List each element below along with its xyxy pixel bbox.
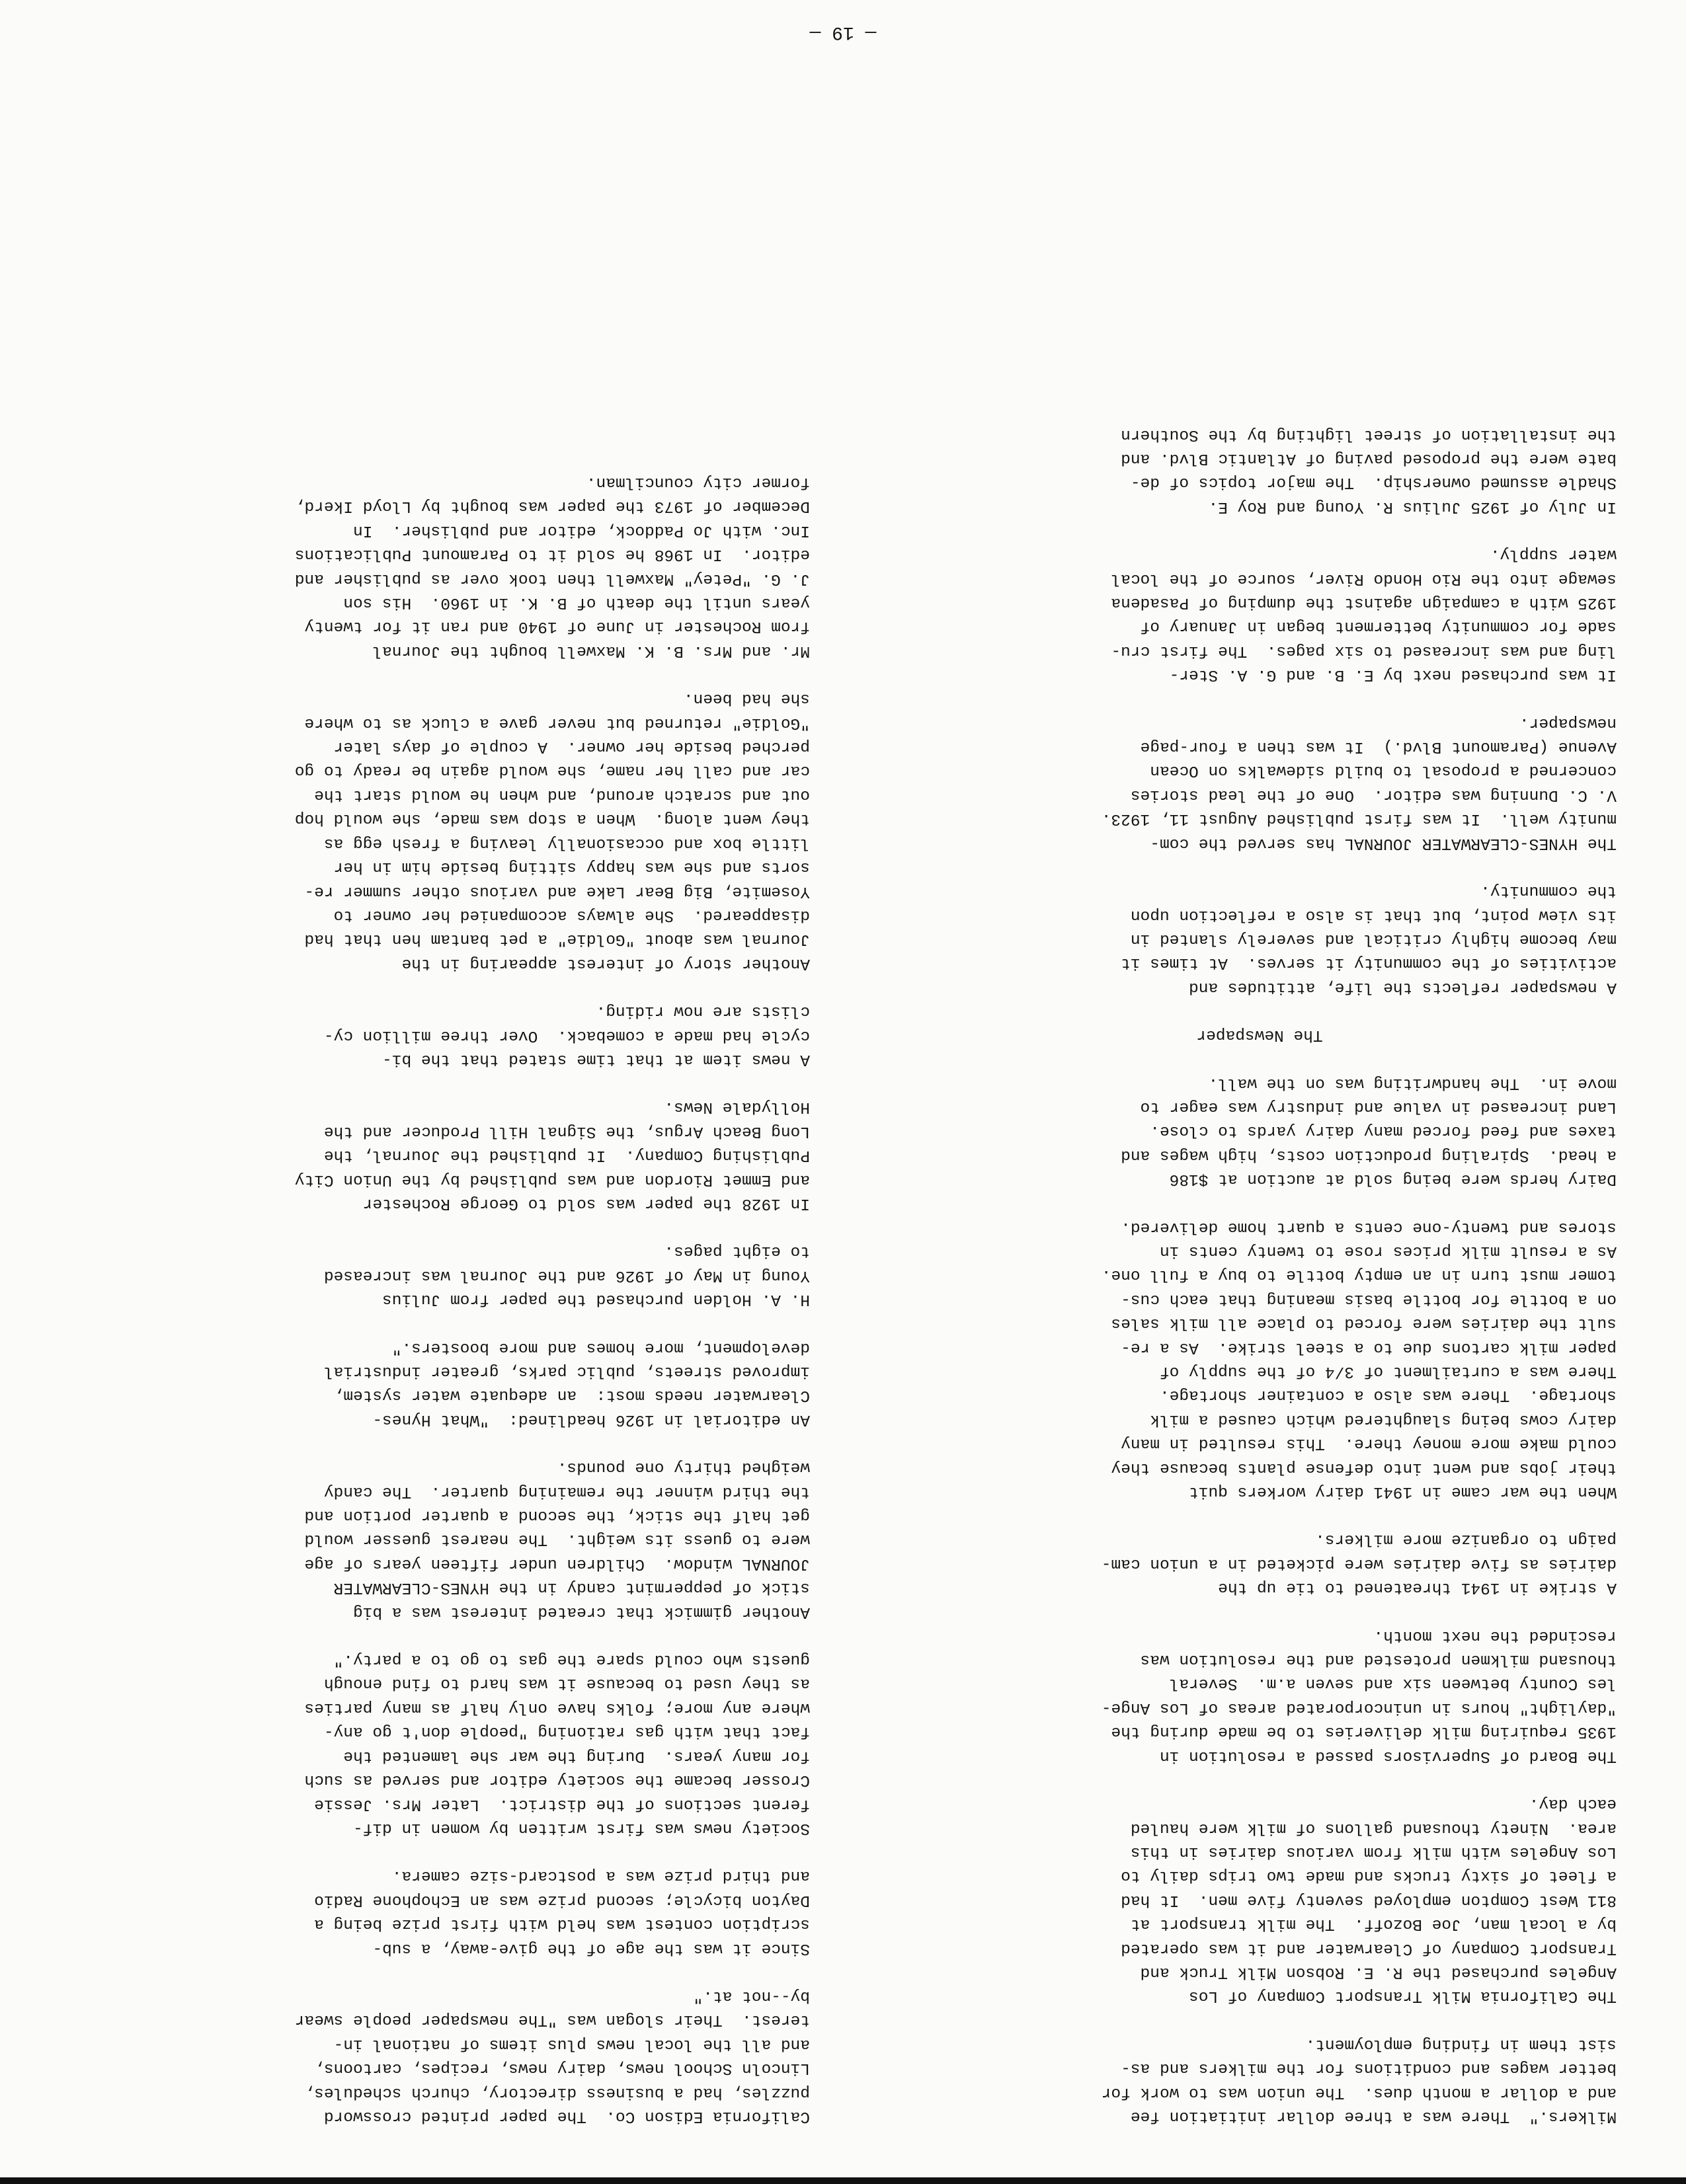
paragraph-milkers-union: Milkers." There was a three dollar initiation fee and a dollar a month dues. The union was to work for better wages and conditions for the milkers and as- sist them in finding employment. [1101,2035,1617,2125]
paragraph-candy-gimmick: Another gimmick that created interest was a big stick of peppermint candy in the HYNES-CLEARWATER JOURNAL window. Children under fifteen years of age were to guess its weight. The nearest guesser would get half the stick, the second a quarter portion and the third winner the remaining quarter. The candy weighed thirty one pounds. [304,1458,810,1621]
paragraph-war-shortage: When the war came in 1941 dairy workers quit their jobs and went into defense plants because they could make more money there. This resulted in many dairy cows being slaughtered which caused a milk shortage. There was also a container shortage. There was a curtailment of 3/4 of the supply of paper milk cartons due to a steel strike. As a re- sult the dairies were forced to place all milk sales on a bottle for bottle basis meaning that each cus- tomer must turn in an empty bottle to buy a full one. As a result milk prices rose to twenty cents in stores and twenty-one cents a quart home delivered. [1101,1218,1617,1501]
section-heading-newspaper: The Newspaper [1196,1026,1323,1044]
right-column [96,446,810,2128]
paragraph-society-news: Society news was first written by women in dif- ferent sections of the district. Later Mrs. Jessie Crosser became the society editor and served as such for many years. During the war she lamented the fact that with gas rationing "people don't go any- where any more; folks have only half as many parties as they used to because it was hard to find enough guests who could spare the gas to go to a party." [304,1651,810,1837]
page-number: — 19 — [809,22,877,42]
paragraph-editorial-1926: An editorial in 1926 headlined: "What Hynes- Clearwater needs most: an adequate water system, improved streets, public parks, greater industrial development, more homes and more boosters." [323,1338,810,1428]
paragraph-young-shadle: In July of 1925 Julius R. Young and Roy E. Shadle assumed ownership. The major topics of de- bate were the proposed paving of Atlantic Blvd. and the installation of street lighting by the Southern [1121,425,1617,516]
paragraph-newspaper-reflects: A newspaper reflects the life, attitudes and activities of the community it serves. At times it may become highly critical and severely slanted in its view point, but that is also a reflection upon the community. [1121,882,1617,996]
paragraph-goldie-story: Another story of interest appearing in the Journal was about "Goldie" a pet bantam hen that had disappeared. She always accompanied her owner to Yosemite, Big Bear Lake and various other summer re- sorts and she was happy sitting beside him in her little box and occasionally leaving a fresh egg as they went along. When a stop was made, she would hop out and scratch around, and when he would start the car and call her name, she would again be ready to go perched beside her owner. A couple of days later "Goldie" returned but never gave a cluck as to where she had been. [294,689,810,972]
paragraph-bicycle-news: A news item at that time stated that the bi- cycle had made a comeback. Over three million cy- clists are now riding. [323,1002,810,1068]
left-column [903,398,1617,2128]
paragraph-maxwell-ownership: Mr. and Mrs. B. K. Maxwell bought the Journal from Rochester in June of 1940 and ran it for twenty years until the death of B. K. in 1960. His son J. G. "Petey" Maxwell then took over as publisher and editor. In 1968 he sold it to Paramount Publications Inc. with Jo Paddock, editor and publisher. In December of 1973 the paper was bought by Lloyd Ikerd, former city councilman. [294,473,810,660]
paragraph-edison-content: California Edison Co. The paper printed crossword puzzles, had a business directory, church schedules, Lincoln School news, dairy news, recipes, cartoons, and all the local news plus items of national in- terest. Their slogan was "The newspaper people swear by--not at." [294,1986,810,2125]
paragraph-dairy-herds: Dairy herds were being sold at auction at $186 a head. Spiraling production costs, high wages and taxes and feed forced many dairy yards to close. Land increased in value and industry was eager to move in. The handwriting was on the wall. [1121,1073,1617,1189]
paragraph-holden-purchase: H. A. Holden purchased the paper from Julius Young in May of 1926 and the Journal was increased to eight pages. [323,1242,810,1309]
paragraph-milk-transport: The California Milk Transport Company of Los Angeles purchased the R. E. Robson Milk Truck and Transport Company of Clearwater and it was operated by a local man, Joe Bozoff. The milk transport at 811 West Compton employed seventy five men. It had a fleet of sixty trucks and made two trips daily to Los Angeles with milk from various dairies in this area. Ninety thousand gallons of milk were hauled each day. [1121,1795,1617,2006]
paragraph-supervisors-resolution: The Board of Supervisors passed a resolution in 1935 requiring milk deliveries to be made during the "daylight" hours in unincorporated areas of Los Ange- les County between six and seven a.m. Several thousand milkmen protested and the resolution was rescinded the next month. [1101,1626,1617,1765]
paragraph-strike-1941: A strike in 1941 threatened to tie up the dairies as five dairies were picketed in a union cam- paign to organize more milkers. [1101,1530,1617,1597]
scan-edge-border [0,2177,1686,2184]
paragraph-rochester-sale: In 1928 the paper was sold to George Rochester and Emmet Riordon and was published by the Union City Publishing Company. It published the Journal, the Long Beach Argus, the Signal Hill Producer and the Hollydale News. [294,1098,810,1212]
paragraph-sterling-ownership: It was purchased next by E. B. and G. A. Ster- ling and was increased to six pages. The first cru- sade for community betterment began in January of 1925 with a campaign against the dumping of Pasadena sewage into the Rio Hondo River, source of the local water supply. [1111,545,1617,684]
paragraph-subscription-contest: Since it was the age of the give-away, a sub- scription contest was held with first prize being a Dayton bicycle; second prize was an Echophone Radio and third prize was a postcard-size camera. [314,1867,810,1957]
paragraph-journal-history: The HYNES-CLEARWATER JOURNAL has served the com- munity well. It was first published August 11, 1923. V. C. Dunning was editor. One of the lead stories concerned a proposal to build sidewalks on Ocean Avenue (Paramount Blvd.) It was then a four-page newspaper. [1101,713,1617,852]
